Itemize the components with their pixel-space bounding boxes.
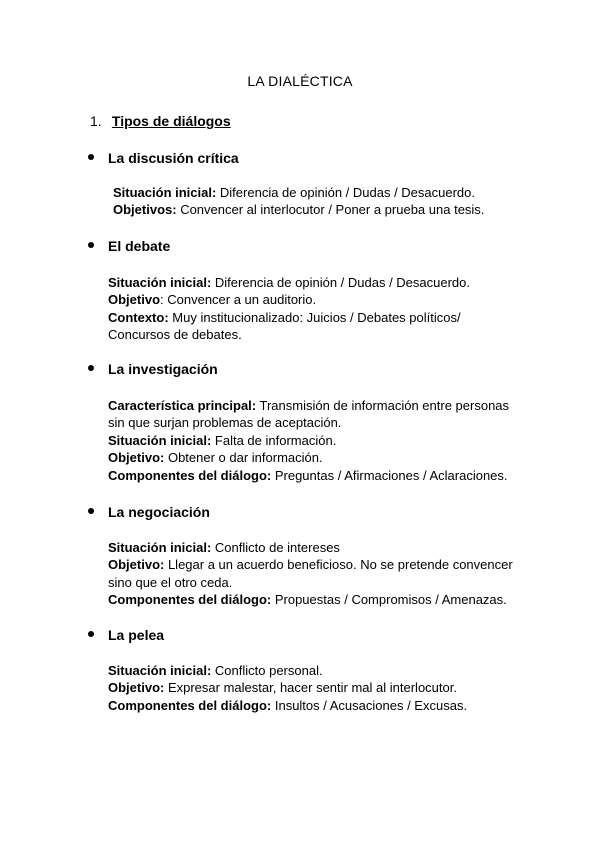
bullet-icon [88,154,94,160]
line-key: Situación inicial: [108,432,212,448]
bullet-icon [88,242,94,248]
heading-number: 1. [90,113,102,129]
section-heading-investigacion [88,361,218,377]
section-heading-debate [88,238,170,254]
line-key: Objetivo: [108,450,165,466]
line-value: Concursos de debates. [108,327,242,343]
document-title: LA DIALÉCTICA [247,73,353,89]
section-body-negociacion [108,539,513,609]
text-line [108,414,509,431]
text-line [108,662,467,679]
heading-label: Tipos de diálogos [111,113,231,129]
line-value: Conflicto de intereses [211,540,340,555]
line-value: sino que el otro ceda. [108,574,233,590]
section-heading-discusion-critica [88,150,239,166]
section-title: La discusión crítica [108,150,239,166]
line-value: Transmisión de información entre personas [256,398,510,413]
line-value: Propuestas / Compromisos / Amenazas. [271,592,507,608]
text-line [108,274,470,291]
line-value: Llegar a un acuerdo beneficioso. No se pretende convencer [164,557,513,573]
line-value: Preguntas / Afirmaciones / Aclaraciones. [271,467,508,483]
line-value: Muy institucionalizado: Juicios / Debates políticos/ [168,309,461,325]
text-line [108,467,509,484]
line-key: Situación inicial: [113,185,217,200]
section-title: La pelea [108,627,165,643]
line-key: Situación inicial: [108,663,212,678]
numbered-heading [90,113,231,129]
section-heading-negociacion [88,504,210,520]
section-body-debate [108,274,470,344]
text-line [108,309,470,326]
line-key: Objetivo: [108,680,165,696]
line-key: Contexto: [108,309,169,325]
text-line [113,184,484,201]
line-key: Componentes del diálogo: [108,697,272,713]
line-value: Convencer al interlocutor / Poner a prueba una tesis. [176,202,485,218]
text-line [108,326,470,343]
line-value: : Convencer a un auditorio. [160,292,317,308]
text-line [108,697,467,714]
line-value: Falta de información. [211,432,337,448]
text-line [108,432,509,449]
section-heading-pelea [88,627,164,643]
line-value: sin que surjan problemas de aceptación. [108,415,342,431]
line-key: Situación inicial: [108,540,212,555]
section-title: El debate [108,238,171,254]
text-line [108,539,513,556]
line-value: Diferencia de opinión / Dudas / Desacuerdo. [216,185,476,200]
bullet-icon [88,508,94,514]
section-body-discusion-critica [113,184,484,219]
line-value: Expresar malestar, hacer sentir mal al interlocutor. [164,680,457,696]
line-value: Conflicto personal. [211,663,323,678]
line-key: Objetivos: [113,202,177,218]
text-line [108,591,513,608]
line-key: Característica principal: [108,398,257,413]
line-value: Obtener o dar información. [164,450,323,466]
line-key: Objetivo: [108,557,165,573]
section-title: La negociación [108,504,210,520]
bullet-icon [88,631,94,637]
line-key: Situación inicial: [108,275,212,290]
line-value: Insultos / Acusaciones / Excusas. [271,697,468,713]
line-key: Componentes del diálogo: [108,467,272,483]
section-body-investigacion [108,397,509,484]
text-line [108,679,467,696]
text-line [108,291,470,308]
text-line [108,574,513,591]
section-title: La investigación [108,361,218,377]
text-line [108,449,509,466]
text-line [108,556,513,573]
section-body-pelea [108,662,467,714]
line-key: Componentes del diálogo: [108,592,272,608]
text-line [108,397,509,414]
line-value: Diferencia de opinión / Dudas / Desacuerdo. [211,275,471,290]
bullet-icon [88,365,94,371]
text-line [113,201,484,218]
line-key: Objetivo [108,292,161,308]
